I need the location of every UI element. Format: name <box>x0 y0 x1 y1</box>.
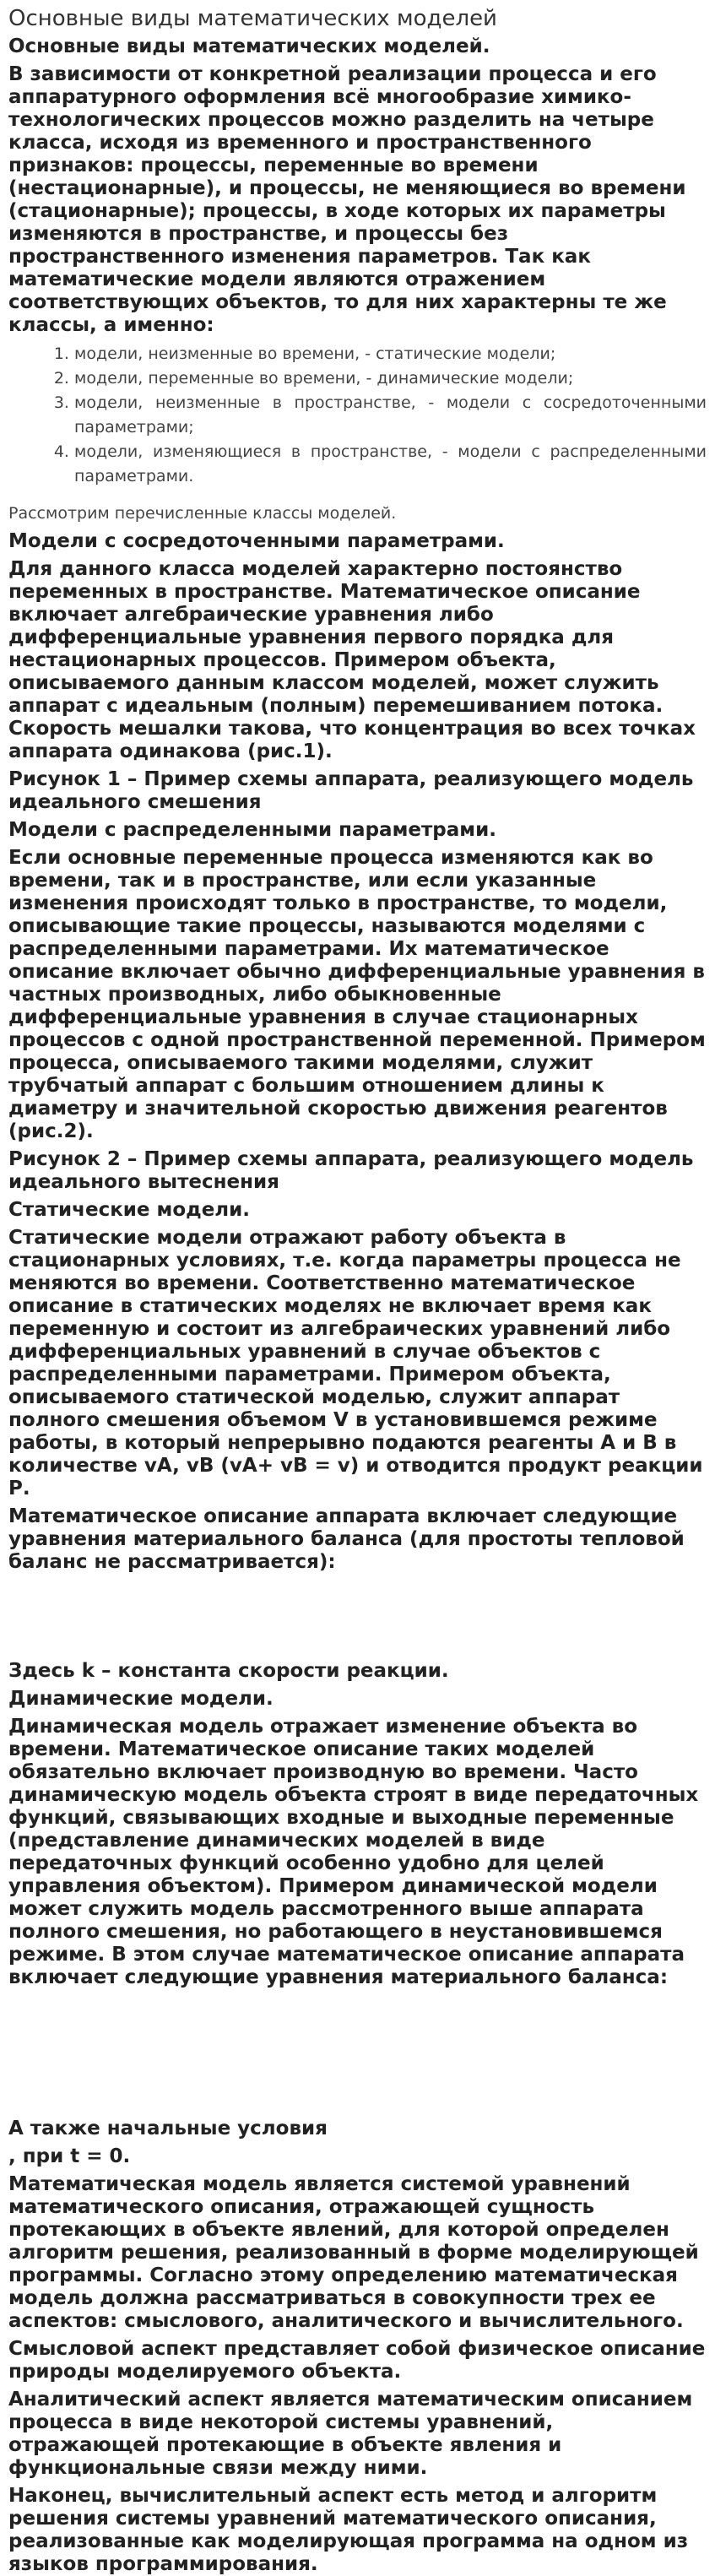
formula-placeholder <box>8 1994 707 2118</box>
page-title: Основные виды математических моделей <box>8 6 497 31</box>
static-balance-paragraph: Математическое описание аппарата включает следующие уравнения материального баланса (для простоты тепловой баланс не рассматривается): <box>8 1505 685 1573</box>
consider-paragraph: Рассмотрим перечисленные классы моделей. <box>8 504 397 523</box>
static-heading: Статические модели. <box>8 1199 251 1221</box>
section-heading: Основные виды математических моделей. <box>8 35 490 57</box>
list-item: 3. модели, неизменные в пространстве, - модели с сосредоточенными параметрами; <box>74 391 707 440</box>
computational-aspect-paragraph: Наконец, вычислительный аспект есть метод и алгоритм решения системы уравнений математического описания, реализованные как моделирующая программа на одном из языков программирования. <box>8 2485 689 2575</box>
model-definition-paragraph: Математическая модель является системой уравнений математического описания, отражающей сущность протекающих в объекте явлений, для которой определен алгоритм решения, реализованный в форме моделирующей программы. Согласно этому определению математическая модель должна рассматриваться в совокупности трех ее аспектов: смыслового, аналитического и вычислительного. <box>8 2173 699 2332</box>
semantic-aspect-paragraph: Смысловой аспект представляет собой физическое описание природы моделируемого объекта. <box>8 2338 706 2383</box>
model-classes-list <box>8 342 707 489</box>
lumped-paragraph: Для данного класса моделей характерно постоянство переменных в пространстве. Математическое описание включает алгебраические уравнения либо дифференциальные уравнения первого порядка для нестационарных процессов. Примером объекта, описываемого данным классом моделей, может служить аппарат с идеальным (полным) перемешиванием потока. Скорость мешалки такова, что концентрация во всех точках аппарата одинакова (рис.1). <box>8 558 696 762</box>
list-item: 2. модели, переменные во времени, - динамические модели; <box>74 366 707 391</box>
rate-constant-paragraph: Здесь k – константа скорости реакции. <box>8 1660 449 1682</box>
dynamic-heading: Динамические модели. <box>8 1688 274 1710</box>
list-item: 1. модели, неизменные во времени, - статические модели; <box>74 342 707 366</box>
distributed-paragraph: Если основные переменные процесса изменяются как во времени, так и в пространстве, или если указанные изменения происходят только в пространстве, то модели, описывающие такие процессы, называются моделями с распределенными параметрами. Их математическое описание включает обычно дифференциальные уравнения в частных производных, либо обыкновенные дифференциальные уравнения в случае стационарных процессов с одной пространственной переменной. Примером процесса, описываемого такими моделями, служит трубчатый аппарат с большим отношением длины к диаметру и значительной скоростью движения реагентов (рис.2). <box>8 847 706 1142</box>
intro-paragraph: В зависимости от конкретной реализации процесса и его аппаратурного оформления всё многообразие химико-технологических процессов можно разделить на четыре класса, исходя из временного и пространственного признаков: процессы, переменные во времени (нестационарные), и процессы, не меняющиеся во времени (стационарные); процессы, в ходе которых их параметры изменяются в пространстве, и процессы без пространственного изменения параметров. Так как математические модели являются отражением соответствующих объектов, то для них характерны те же классы, а именно: <box>8 63 686 336</box>
initial-conditions-paragraph: А также начальные условия <box>8 2118 328 2139</box>
static-paragraph: Статические модели отражают работу объекта в стационарных условиях, т.е. когда параметры процесса не меняются во времени. Соответственно математическое описание в статических моделях не включает время как переменную и состоит из алгебраических уравнений либо дифференциальных уравнений в случае объектов с распределенными параметрами. Примером объекта, описываемого статической моделью, служит аппарат полного смешения объемом V в установившемся режиме работы, в который непрерывно подаются реагенты А и В в количестве vA, vB (vA+ vB = v) и отводится продукт реакции Р. <box>8 1227 703 1500</box>
figure-2-caption: Рисунок 2 – Пример схемы аппарата, реализующего модель идеального вытеснения <box>8 1148 694 1193</box>
dynamic-paragraph: Динамическая модель отражает изменение объекта во времени. Математическое описание таких моделей обязательно включает производную во времени. Часто динамическую модель объекта строят в виде передаточных функций, связывающих входные и выходные переменные (представление динамических моделей в виде передаточных функций особенно удобно для целей управления объектом). Примером динамической модели может служить модель рассмотренного выше аппарата полного смешения, но работающего в неустановившемся режиме. В этом случае математическое описание аппарата включает следующие уравнения материального баланса: <box>8 1716 699 1988</box>
initial-time-paragraph: , при t = 0. <box>8 2145 131 2167</box>
figure-1-caption: Рисунок 1 – Пример схемы аппарата, реализующего модель идеального смешения <box>8 768 694 813</box>
list-item: 4. модели, изменяющиеся в пространстве, - модели с распределенными параметрами. <box>74 440 707 489</box>
formula-placeholder <box>8 1579 707 1660</box>
lumped-heading: Модели с сосредоточенными параметрами. <box>8 530 505 552</box>
distributed-heading: Модели с распределенными параметрами. <box>8 819 496 841</box>
analytic-aspect-paragraph: Аналитический аспект является математическим описанием процесса в виде некоторой системы уравнений, отражающей протекающие в объекте явления и функциональные связи между ними. <box>8 2389 693 2479</box>
